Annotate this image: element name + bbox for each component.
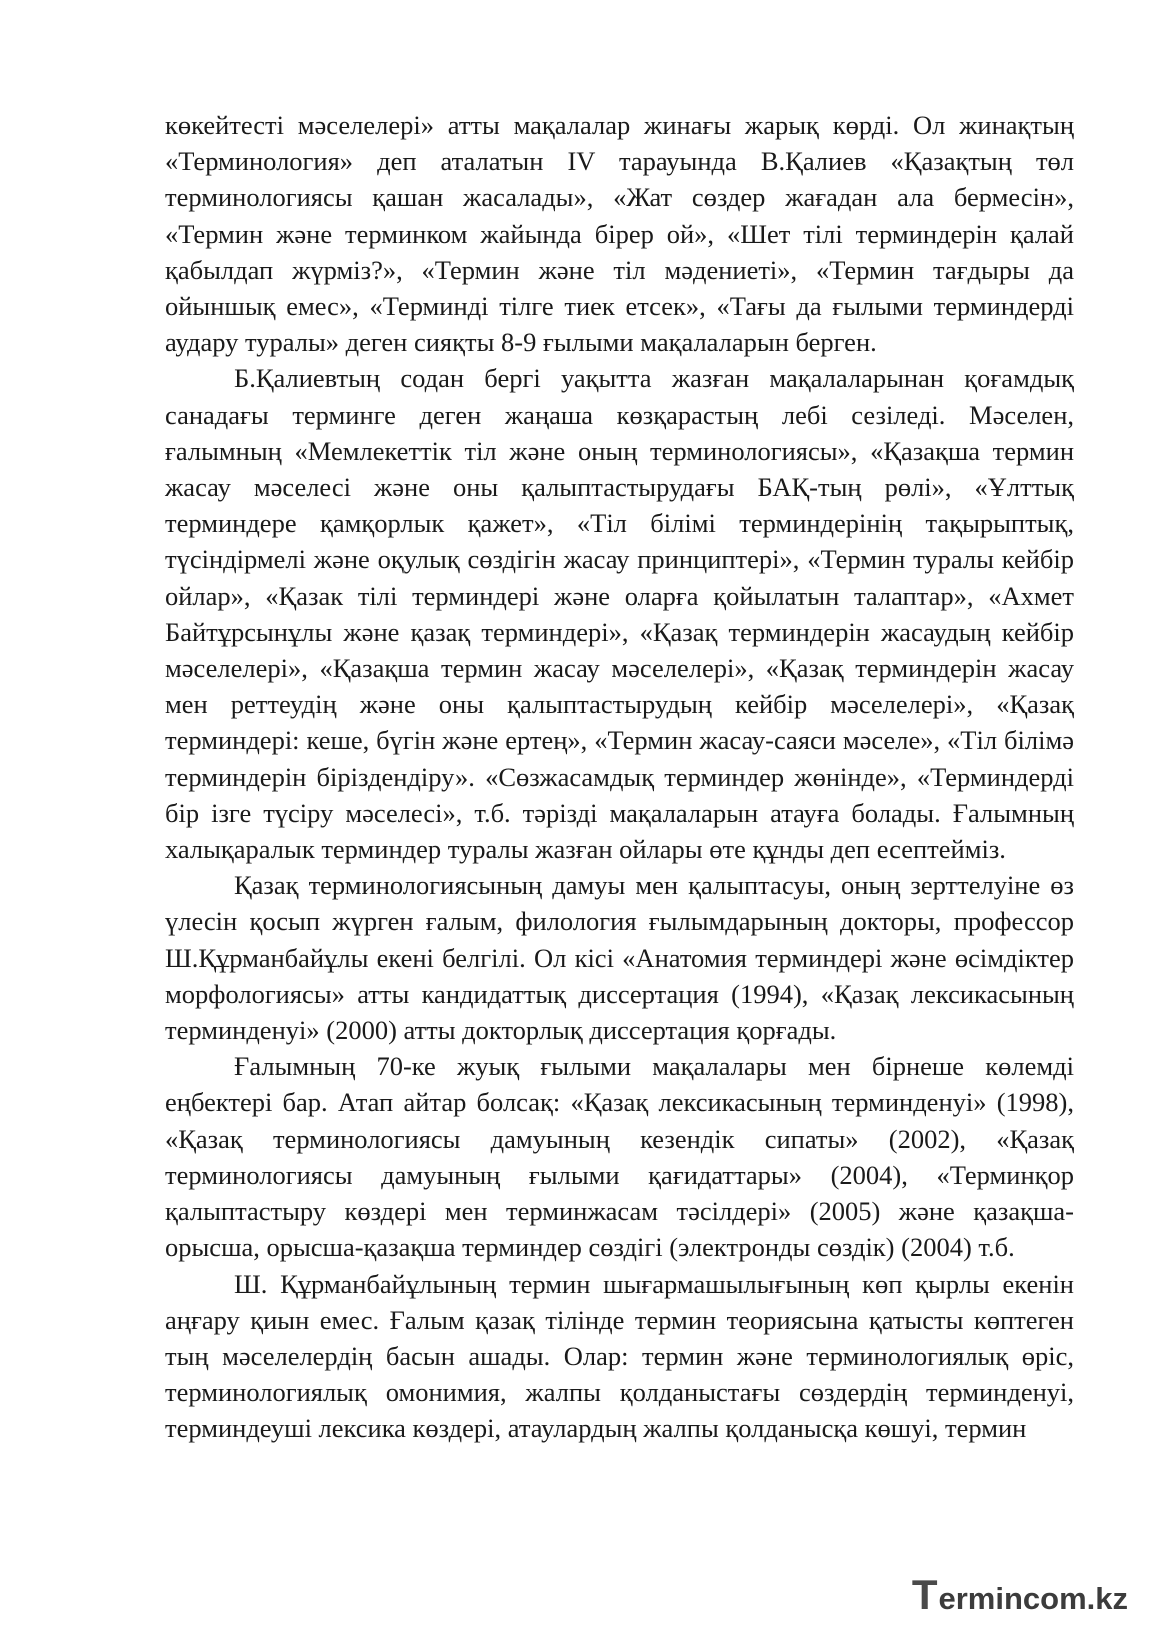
termincom-watermark xyxy=(911,1571,1128,1618)
paragraph-5: Ш. Құрманбайұлының термин шығармашылығының көп қырлы екенін аңғару қиын емес. Ғалым қазақ тілінде термин теориясына қатысты көптеген тың мәселелердің басын ашады. Олар: термин және терминологиялық өріс, терминологиялық омонимия, жалпы қолданыстағы сөздердің терминденуі, терминдеуші лексика көздері, атаулардың жалпы қолданысқа көшуі, термин xyxy=(165,1268,1074,1444)
watermark-text: ermincom.kz xyxy=(938,1581,1128,1616)
document-page xyxy=(165,107,1074,1447)
paragraph-4: Ғалымның 70-ке жуық ғылыми мақалалары мен бірнеше көлемді еңбектері бар. Атап айтар болсақ: «Қазақ лексикасының терминденуі» (1998), «Қазақ терминологиясы дамуының кезендік сипаты» (2002), «Қазақ терминологиясы дамуының ғылыми қағидаттары» (2004), «Терминқор қалыптастыру көздері мен терминжасам тәсілдері» (2005) және қазақша-орысша, орысша-қазақша терминдер сөздігі (электронды сөздік) (2004) т.б. xyxy=(165,1051,1074,1263)
paragraph-2: Б.Қалиевтың содан бергі уақытта жазған мақалаларынан қоғамдық санадағы терминге деген жаңаша көзқарастың лебі сезіледі. Мәселен, ғалымның «Мемлекеттік тіл және оның терминологиясы», «Қазақша термин жасау мәселесі және оны қалыптастырудағы БАҚ-тың рөлі», «Ұлттық терминдере қамқорлык қажет», «Тіл білімі терминдерінің тақырыптық, түсіндірмелі және оқулық сөздігін жасау принциптері», «Термин туралы кейбір ойлар», «Қазак тілі терминдері және оларға қойылатын талаптар», «Ахмет Байтұрсынұлы және қазақ терминдері», «Қазақ терминдерін жасаудың кейбір мәселелері», «Қазақша термин жасау мәселелері», «Қазақ терминдерін жасау мен реттеудің және оны қалыптастырудың кейбір мәселелері», «Қазақ терминдері: кеше, бүгін және ертең», «Термин жасау-саяси мәселе», «Тіл білімә терминдерін біріздендіру». «Сөзжасамдық терминдер жөнінде», «Терминдерді бір ізге түсіру мәселесі», т.б. тәрізді мақалаларын атауға болады. Ғалымның халықаралык терминдер туралы жазған ойлары өте құнды деп есептейміз. xyxy=(165,363,1074,865)
watermark-initial: T xyxy=(911,1571,938,1618)
paragraph-1: көкейтесті мәселелері» атты мақалалар жинағы жарық көрді. Ол жинақтың «Терминология» деп аталатын IV тарауында В.Қалиев «Қазақтың төл терминологиясы қашан жасалады», «Жат сөздер жағадан ала бермесін», «Термин және терминком жайында бірер ой», «Шет тілі терминдерін қалай қабылдап жүрміз?», «Термин және тіл мәдениеті», «Термин тағдыры да ойыншық емес», «Терминді тілге тиек етсек», «Тағы да ғылыми терминдерді аудару туралы» деген сияқты 8-9 ғылыми мақалаларын берген. xyxy=(165,110,1074,358)
paragraph-3: Қазақ терминологиясының дамуы мен қалыптасуы, оның зерттелуіне өз үлесін қосып жүрген ғалым, филология ғылымдарының докторы, профессор Ш.Құрманбайұлы екені белгілі. Ол кісі «Анатомия терминдері және өсімдіктер морфологиясы» атты кандидаттық диссертация (1994), «Қазақ лексикасының терминденуі» (2000) атты докторлық диссертация қорғады. xyxy=(165,870,1074,1046)
